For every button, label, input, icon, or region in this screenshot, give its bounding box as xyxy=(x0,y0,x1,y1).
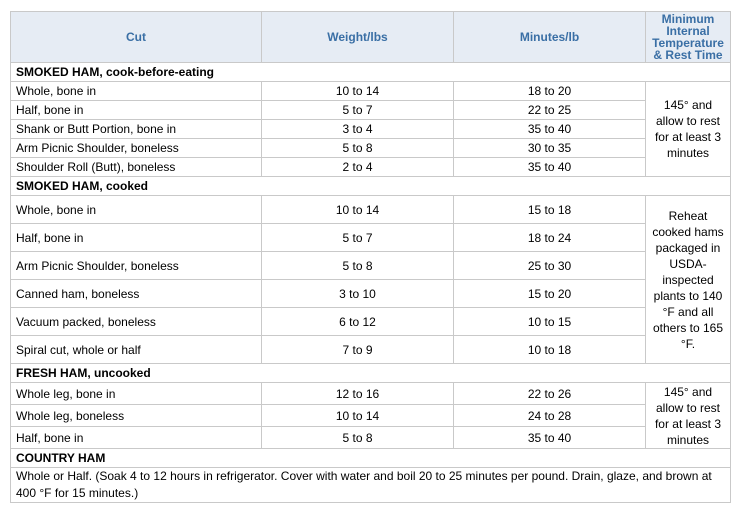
minutes-cell: 24 to 28 xyxy=(454,405,646,427)
temperature-note: 145° and allow to rest for at least 3 minutes xyxy=(646,383,731,449)
weight-cell: 3 to 10 xyxy=(262,280,454,308)
cut-cell: Half, bone in xyxy=(11,427,262,449)
weight-cell: 10 to 14 xyxy=(262,196,454,224)
header-temperature: Minimum Internal Temperature & Rest Time xyxy=(646,12,731,63)
temperature-note: 145° and allow to rest for at least 3 minutes xyxy=(646,82,731,177)
cut-cell: Half, bone in xyxy=(11,224,262,252)
weight-cell: 5 to 7 xyxy=(262,101,454,120)
country-ham-instructions: Whole or Half. (Soak 4 to 12 hours in refrigerator. Cover with water and boil 20 to 25 minutes per pound. Drain, glaze, and brown at 400 °F for 15 minutes.) xyxy=(11,468,731,503)
weight-cell: 5 to 7 xyxy=(262,224,454,252)
weight-cell: 5 to 8 xyxy=(262,252,454,280)
minutes-cell: 35 to 40 xyxy=(454,158,646,177)
header-minutes: Minutes/lb xyxy=(454,12,646,63)
section-title: FRESH HAM, uncooked xyxy=(11,364,731,383)
header-cut: Cut xyxy=(11,12,262,63)
weight-cell: 5 to 8 xyxy=(262,139,454,158)
table-row xyxy=(11,120,731,139)
section-header-row xyxy=(11,449,731,468)
weight-cell: 10 to 14 xyxy=(262,82,454,101)
section-header-row xyxy=(11,177,731,196)
temperature-note: Reheat cooked hams packaged in USDA-inspected plants to 140 °F and all others to 165 °F. xyxy=(646,196,731,364)
table-row xyxy=(11,82,731,101)
cut-cell: Shank or Butt Portion, bone in xyxy=(11,120,262,139)
header-row xyxy=(11,12,731,63)
cut-cell: Canned ham, boneless xyxy=(11,280,262,308)
minutes-cell: 30 to 35 xyxy=(454,139,646,158)
weight-cell: 3 to 4 xyxy=(262,120,454,139)
cut-cell: Shoulder Roll (Butt), boneless xyxy=(11,158,262,177)
cut-cell: Whole, bone in xyxy=(11,196,262,224)
section-title: SMOKED HAM, cooked xyxy=(11,177,731,196)
minutes-cell: 15 to 20 xyxy=(454,280,646,308)
section-title: COUNTRY HAM xyxy=(11,449,731,468)
minutes-cell: 25 to 30 xyxy=(454,252,646,280)
minutes-cell: 35 to 40 xyxy=(454,427,646,449)
table-row xyxy=(11,252,731,280)
minutes-cell: 15 to 18 xyxy=(454,196,646,224)
minutes-cell: 35 to 40 xyxy=(454,120,646,139)
weight-cell: 12 to 16 xyxy=(262,383,454,405)
table-row xyxy=(11,158,731,177)
table-row xyxy=(11,280,731,308)
weight-cell: 5 to 8 xyxy=(262,427,454,449)
section-title: SMOKED HAM, cook-before-eating xyxy=(11,63,731,82)
table-row xyxy=(11,224,731,252)
table-row xyxy=(11,139,731,158)
cut-cell: Whole leg, boneless xyxy=(11,405,262,427)
minutes-cell: 18 to 24 xyxy=(454,224,646,252)
cut-cell: Spiral cut, whole or half xyxy=(11,336,262,364)
weight-cell: 2 to 4 xyxy=(262,158,454,177)
header-weight: Weight/lbs xyxy=(262,12,454,63)
table-row xyxy=(11,468,731,503)
table-row xyxy=(11,405,731,427)
cut-cell: Whole leg, bone in xyxy=(11,383,262,405)
minutes-cell: 10 to 18 xyxy=(454,336,646,364)
weight-cell: 7 to 9 xyxy=(262,336,454,364)
cut-cell: Whole, bone in xyxy=(11,82,262,101)
cut-cell: Vacuum packed, boneless xyxy=(11,308,262,336)
weight-cell: 6 to 12 xyxy=(262,308,454,336)
weight-cell: 10 to 14 xyxy=(262,405,454,427)
minutes-cell: 22 to 26 xyxy=(454,383,646,405)
cut-cell: Half, bone in xyxy=(11,101,262,120)
ham-cooking-table xyxy=(10,11,731,503)
table-row xyxy=(11,196,731,224)
minutes-cell: 22 to 25 xyxy=(454,101,646,120)
cut-cell: Arm Picnic Shoulder, boneless xyxy=(11,139,262,158)
table-row xyxy=(11,383,731,405)
table-row xyxy=(11,427,731,449)
cut-cell: Arm Picnic Shoulder, boneless xyxy=(11,252,262,280)
table-row xyxy=(11,101,731,120)
minutes-cell: 10 to 15 xyxy=(454,308,646,336)
table-row xyxy=(11,336,731,364)
section-header-row xyxy=(11,364,731,383)
table-row xyxy=(11,308,731,336)
minutes-cell: 18 to 20 xyxy=(454,82,646,101)
section-header-row xyxy=(11,63,731,82)
